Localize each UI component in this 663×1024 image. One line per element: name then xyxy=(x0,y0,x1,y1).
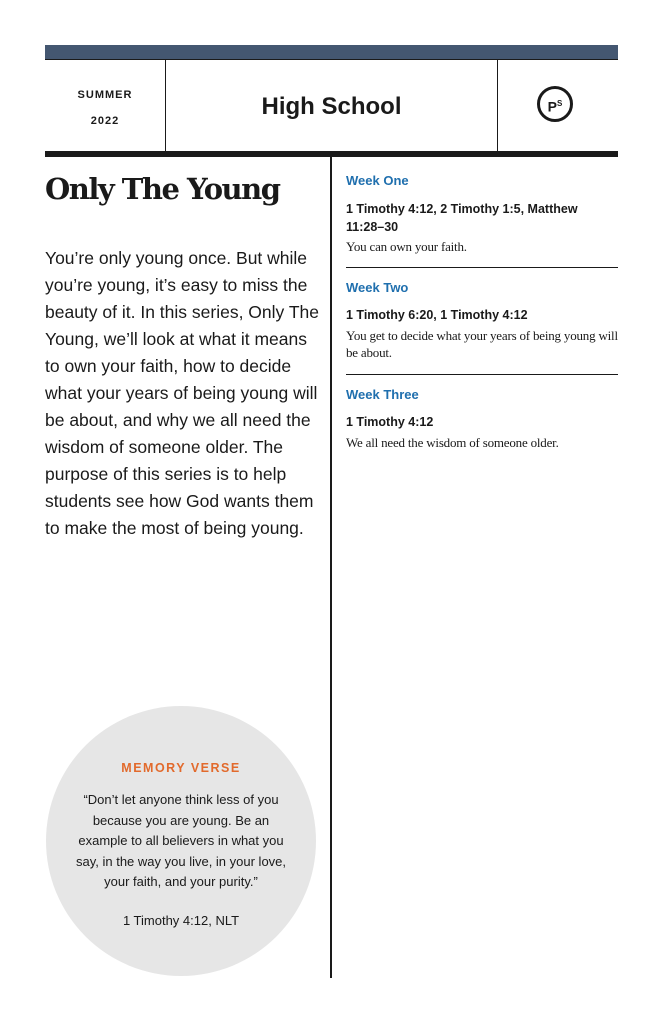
week-reference: 1 Timothy 4:12 xyxy=(346,415,434,429)
page-title: High School xyxy=(261,93,402,120)
top-color-bar xyxy=(45,45,618,59)
season-year: 2022 xyxy=(90,115,120,127)
week-reference: 1 Timothy 6:20, 1 Timothy 4:12 xyxy=(346,308,528,322)
header xyxy=(45,59,618,151)
logo-letter: P xyxy=(547,98,557,115)
series-description: You’re only young once. But while you’re young, it’s easy to miss the beauty of it. In this series, Only The Young, we’ll look at what it means to own your faith, how to decide what your years of being young will be about, and why we all need the wisdom of someone older. The purpose of this series is to help students see how God wants them to make the most of being young. xyxy=(45,248,319,538)
ps-logo-icon xyxy=(537,86,573,122)
week-item-one xyxy=(346,157,618,267)
column-divider xyxy=(330,157,332,978)
logo-superscript: S xyxy=(557,99,563,108)
week-label: Week Two xyxy=(346,280,409,295)
week-label: Week One xyxy=(346,173,409,188)
week-label: Week Three xyxy=(346,387,419,402)
weeks-list xyxy=(346,157,618,455)
week-summary: We all need the wisdom of someone older. xyxy=(346,435,559,450)
memory-verse-text: “Don’t let anyone think less of you because you are young. Be an example to all believers in what you say, in the way you live, in your love, your faith, and your purity.” xyxy=(75,792,287,889)
week-item-three xyxy=(346,374,618,455)
series-title: Only The Young xyxy=(45,172,280,206)
week-summary: You can own your faith. xyxy=(346,239,467,254)
week-reference: 1 Timothy 4:12, 2 Timothy 1:5, Matthew 11:28–30 xyxy=(346,202,578,234)
memory-verse-reference: 1 Timothy 4:12, NLT xyxy=(122,913,240,928)
season-block xyxy=(45,59,165,151)
week-item-two xyxy=(346,267,618,374)
memory-verse-title: MEMORY VERSE xyxy=(121,761,241,775)
memory-verse-circle xyxy=(46,706,316,976)
season-label: SUMMER xyxy=(77,89,133,101)
header-divider-right xyxy=(497,59,498,151)
week-summary: You get to decide what your years of being young will be about. xyxy=(346,328,618,360)
